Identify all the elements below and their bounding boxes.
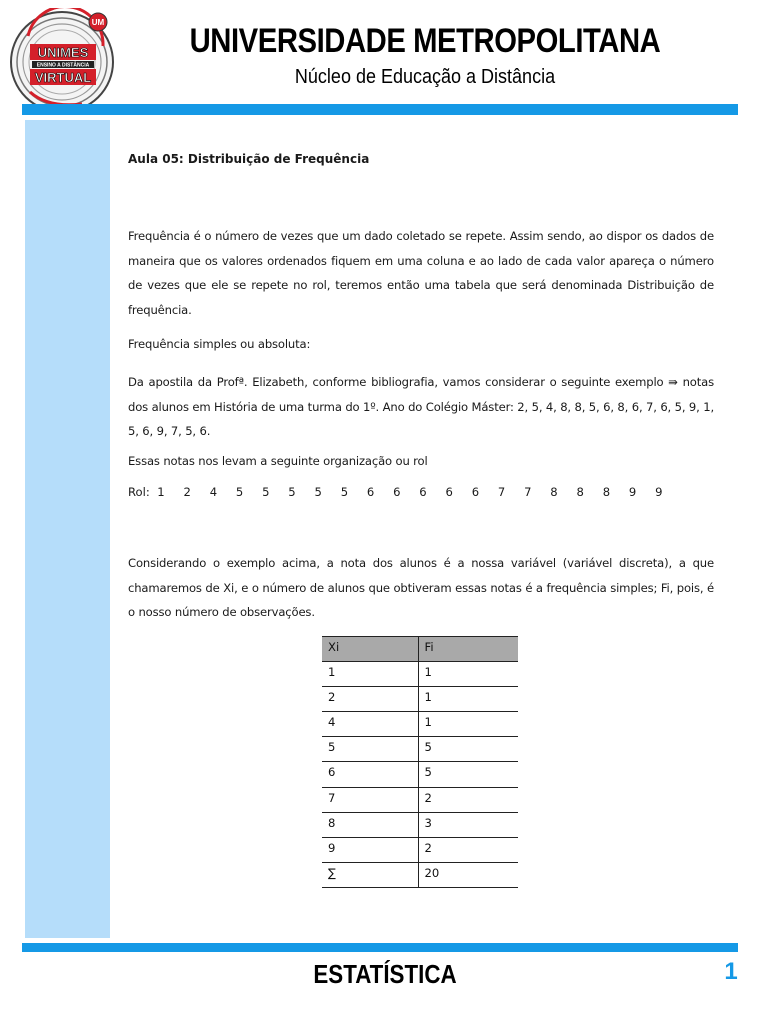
rol-value: 9 <box>655 485 663 499</box>
rol-value: 6 <box>419 485 427 499</box>
table-row <box>322 737 518 762</box>
unimes-virtual-logo <box>8 8 126 114</box>
rol-value: 6 <box>366 485 375 499</box>
cell-fi: 1 <box>418 687 518 712</box>
rol-value: 5 <box>288 485 296 499</box>
page-number: 1 <box>724 958 738 985</box>
paragraph-rol-intro: Essas notas nos levam a seguinte organização ou rol <box>128 454 428 468</box>
cell-fi: 2 <box>418 837 518 862</box>
rol-value: 6 <box>471 485 480 499</box>
rol-value: 8 <box>576 485 584 499</box>
cell-xi: ∑ <box>322 862 418 887</box>
logo-badge: UM <box>91 18 105 27</box>
rol-value: 5 <box>235 485 244 499</box>
header-xi: Xi <box>322 637 418 662</box>
cell-fi: 1 <box>418 712 518 737</box>
footer-title: ESTATÍSTICA <box>313 959 457 989</box>
table-row <box>322 712 518 737</box>
table-row <box>322 762 518 787</box>
cell-xi: 8 <box>322 812 418 837</box>
university-title: UNIVERSIDADE METROPOLITANA <box>189 22 661 60</box>
cell-fi: 3 <box>418 812 518 837</box>
header-divider-bar <box>22 104 738 115</box>
cell-xi: 1 <box>322 662 418 687</box>
side-margin-strip <box>25 120 110 938</box>
university-subtitle: Núcleo de Educação a Distância <box>294 66 556 88</box>
table-row <box>322 812 518 837</box>
table-row <box>322 662 518 687</box>
header-fi: Fi <box>418 637 518 662</box>
paragraph-subheading: Frequência simples ou absoluta: <box>128 337 311 351</box>
rol-value: 1 <box>157 485 165 499</box>
table-row <box>322 862 518 887</box>
rol-value: 6 <box>393 485 401 499</box>
rol-value: 5 <box>340 485 349 499</box>
logo-line3: VIRTUAL <box>34 70 92 85</box>
frequency-table <box>322 636 518 888</box>
cell-xi: 7 <box>322 787 418 812</box>
rol-value: 6 <box>445 485 453 499</box>
paragraph-example: Da apostila da Profª. Elizabeth, conforme bibliografia, vamos considerar o seguinte exemplo ⇛ notas dos alunos em História de uma turma do 1º. Ano do Colégio Máster: 2, 5, 4, 8, 8, 5, 6, 8, 6, 7, 6, 5, 9, 1, 5, 6, 9, 7, 5, 6. <box>128 375 714 438</box>
cell-fi: 5 <box>418 737 518 762</box>
cell-fi: 5 <box>418 762 518 787</box>
rol-value: 5 <box>314 485 322 499</box>
table-row <box>322 787 518 812</box>
footer-divider-bar <box>22 943 738 952</box>
cell-fi: 2 <box>418 787 518 812</box>
table-header-row <box>322 637 518 662</box>
rol-value: 7 <box>524 485 532 499</box>
cell-xi: 2 <box>322 687 418 712</box>
rol-value: 8 <box>550 485 558 499</box>
rol-value: 7 <box>497 485 506 499</box>
cell-xi: 9 <box>322 837 418 862</box>
rol-value: 5 <box>262 485 270 499</box>
rol-label: Rol: <box>128 485 150 499</box>
logo-line2: ENSINO A DISTÂNCIA <box>36 62 90 69</box>
paragraph-definition: Frequência é o número de vezes que um dado coletado se repete. Assim sendo, ao dispor os dados de maneira que os valores ordenados fiquem em uma coluna e ao lado de cada valor apareça o número de vezes que ele se repete no rol, teremos então uma tabela que será denominada Distribuição de frequência. <box>128 229 714 317</box>
table-row <box>322 837 518 862</box>
lesson-heading: Aula 05: Distribuição de Frequência <box>128 152 370 166</box>
rol-value: 8 <box>602 485 611 499</box>
cell-fi: 1 <box>418 662 518 687</box>
cell-xi: 5 <box>322 737 418 762</box>
cell-xi: 4 <box>322 712 418 737</box>
rol-value: 9 <box>628 485 637 499</box>
table-row <box>322 687 518 712</box>
rol-value: 4 <box>209 485 218 499</box>
logo-line1: UNIMES <box>37 45 89 60</box>
cell-fi: 20 <box>418 862 518 887</box>
paragraph-considering: Considerando o exemplo acima, a nota dos alunos é a nossa variável (variável discreta), a que chamaremos de Xi, e o número de alunos que obtiveram essas notas é a frequência simples; Fi, pois, é o nosso número de observações. <box>128 556 714 619</box>
rol-value: 2 <box>183 485 191 499</box>
cell-xi: 6 <box>322 762 418 787</box>
